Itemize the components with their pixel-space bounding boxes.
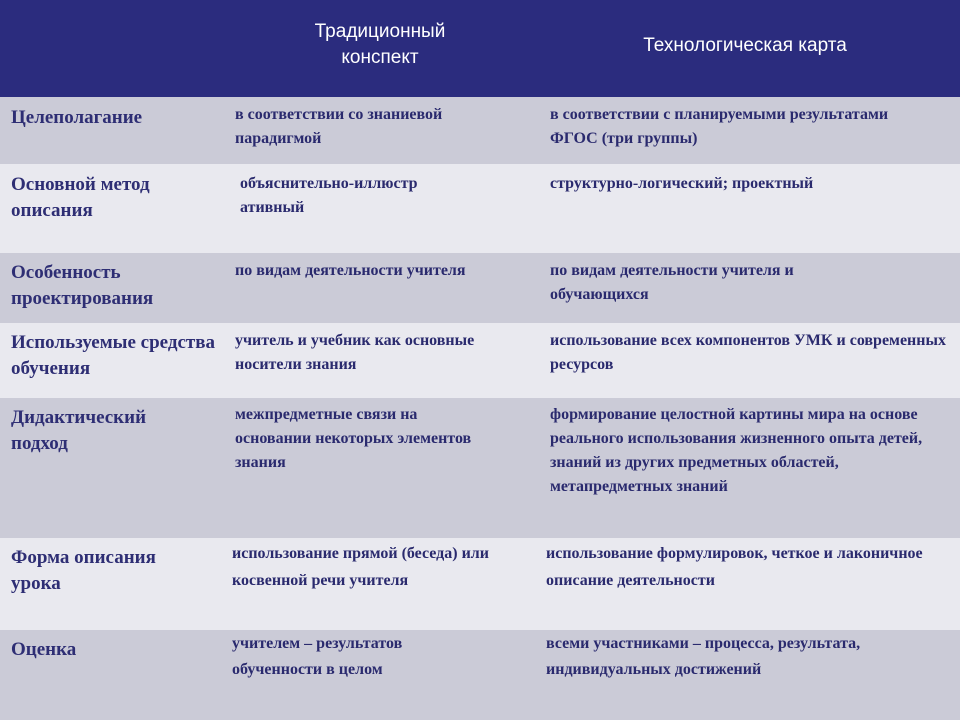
row-label: Основной метод описания xyxy=(11,174,150,221)
cell-techcard: формирование целостной картины мира на основе реального использования жизненного опыта детей, знаний из других предметных областей, метапредметных знаний xyxy=(550,406,923,495)
row-label: Используемые средства обучения xyxy=(11,332,215,379)
row-label: Особенность проектирования xyxy=(11,262,154,309)
row-label: Форма описания урока xyxy=(11,547,156,594)
cell-traditional: учитель и учебник как основные носители знания xyxy=(235,332,475,373)
header-traditional xyxy=(260,19,500,71)
table-row xyxy=(0,538,960,630)
cell-traditional: в соответствии со знаниевой парадигмой xyxy=(235,106,443,147)
cell-traditional: межпредметные связи на основании некоторых элементов знания xyxy=(235,406,472,471)
table-row xyxy=(0,323,960,398)
row-label: Целеполагание xyxy=(11,107,143,128)
table-row xyxy=(0,164,960,253)
cell-techcard: в соответствии с планируемыми результатами ФГОС (три группы) xyxy=(550,106,889,147)
table-row xyxy=(0,398,960,538)
row-label: Дидактический подход xyxy=(11,407,147,454)
row-label: Оценка xyxy=(11,639,77,660)
table-header xyxy=(0,0,960,97)
header-traditional-line2: конспект xyxy=(341,47,419,68)
cell-techcard: всеми участниками – процесса, результата, индивидуальных достижений xyxy=(546,635,861,678)
header-techcard: Технологическая карта xyxy=(643,35,847,56)
table-row xyxy=(0,253,960,323)
cell-techcard: использование формулировок, четкое и лаконичное описание деятельности xyxy=(546,545,923,589)
table-row xyxy=(0,630,960,720)
cell-traditional: по видам деятельности учителя xyxy=(235,262,466,279)
table-row xyxy=(0,97,960,164)
cell-techcard: по видам деятельности учителя и обучающихся xyxy=(550,262,794,303)
cell-traditional: использование прямой (беседа) или косвенной речи учителя xyxy=(232,545,489,589)
cell-techcard: структурно-логический; проектный xyxy=(550,175,814,192)
cell-traditional: учителем – результатов обученности в целом xyxy=(232,635,403,678)
header-traditional-line1: Традиционный xyxy=(314,21,446,42)
cell-traditional: объяснительно-иллюстративный xyxy=(240,175,418,216)
cell-techcard: использование всех компонентов УМК и современных ресурсов xyxy=(550,332,946,373)
